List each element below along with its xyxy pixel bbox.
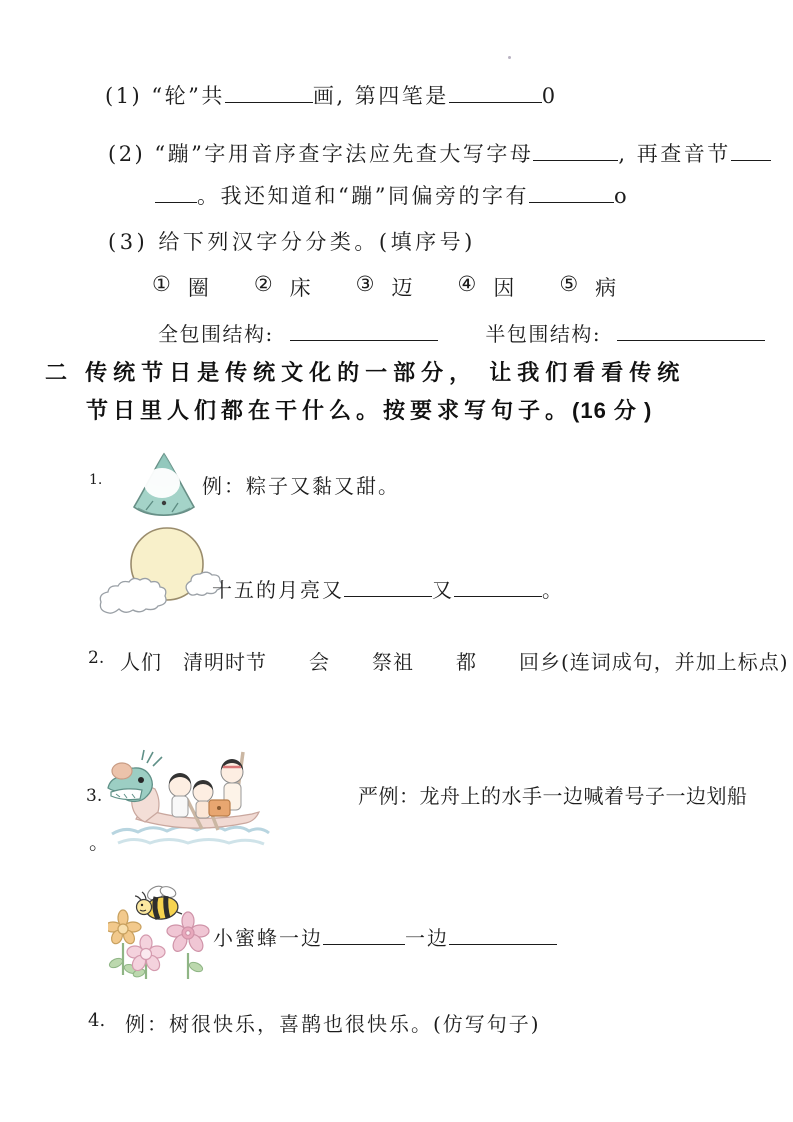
q1-text-pre: (1) “轮”共	[105, 84, 225, 108]
char: 床	[289, 276, 312, 300]
q2-blank-2	[731, 139, 771, 161]
moon-illustration	[95, 524, 225, 620]
q2-text-line2-end: o	[613, 184, 630, 208]
question-3-items	[152, 272, 617, 302]
bee-flowers-icon	[108, 881, 220, 981]
half-enclosure-label: 半包围结构:	[485, 322, 602, 346]
q2-text-line2-mid: 。我还知道和“蹦”同偏旁的字有	[197, 184, 529, 208]
circled-number: ②	[253, 272, 274, 296]
q2-blank-3	[155, 181, 197, 203]
subq4-text: 例：树很快乐，喜鹊也很快乐。(仿写句子)	[125, 1012, 541, 1036]
char: 迈	[391, 276, 414, 300]
subq1-blank-1	[344, 576, 432, 597]
full-enclosure-label: 全包围结构:	[158, 322, 274, 346]
subq1-prompt-end: 。	[542, 578, 564, 602]
char: 病	[595, 276, 618, 300]
q2-blank-1	[533, 139, 618, 161]
zongzi-icon	[128, 450, 200, 522]
bee-flowers-illustration	[108, 881, 220, 981]
subq3-number: 3.	[86, 786, 103, 806]
q2-text-line1-mid: , 再查音节	[618, 142, 731, 166]
char: 因	[493, 276, 516, 300]
q2-text-line1-pre: (2) “蹦”字用音序查字法应先查大写字母	[108, 142, 534, 166]
subq1-prompt-pre: 十五的月亮又	[212, 578, 344, 602]
circled-number: ①	[152, 272, 172, 296]
zongzi-illustration	[128, 450, 200, 522]
q1-blank-2	[449, 81, 542, 103]
subq2-text: 人们 清明时节 会 祭祖 都 回乡(连词成句，并加上标点)	[120, 650, 789, 674]
char-item-3	[356, 272, 414, 302]
subq3-prompt-mid: 一边	[405, 926, 449, 950]
subq1-prompt	[212, 574, 564, 603]
half-enclosure-blank	[617, 320, 765, 341]
subq3-example-wrapped-period: 。	[89, 830, 112, 854]
question-2-line-2	[155, 180, 629, 210]
q1-text-mid: 画, 第四笔是	[312, 84, 449, 108]
full-enclosure-blank	[290, 320, 438, 341]
char-item-1	[152, 272, 210, 302]
char-item-2	[254, 272, 312, 302]
circled-number: ③	[355, 272, 376, 296]
subq4-number: 4.	[88, 1010, 106, 1031]
subq3-blank-2	[449, 924, 557, 945]
section-two-heading-line-2	[86, 394, 652, 425]
question-1-line	[105, 80, 558, 110]
subq1-blank-2	[454, 576, 542, 597]
subq3-example: 严例：龙舟上的水手一边喊着号子一边划船	[358, 784, 748, 808]
score-badge: (16 分 )	[572, 398, 653, 423]
q1-text-end: 0	[541, 84, 558, 108]
subq1-example: 例：粽子又黏又甜。	[202, 474, 400, 498]
moon-with-clouds-icon	[95, 524, 225, 620]
q1-blank-1	[225, 81, 313, 103]
circled-number: ④	[457, 272, 478, 296]
char: 圈	[187, 276, 210, 300]
circled-number: ⑤	[559, 272, 580, 296]
char-item-4	[457, 272, 515, 302]
subq2-number: 2.	[88, 648, 105, 668]
subq3-prompt-pre: 小蜜蜂一边	[213, 926, 323, 950]
subq1-number: 1.	[89, 472, 103, 488]
dragon-boat-icon	[106, 742, 281, 850]
section-two-heading-line-1: 二 传统节日是传统文化的一部分， 让我们看看传统	[45, 360, 686, 385]
q2-blank-4	[529, 181, 614, 203]
subq3-prompt	[213, 922, 557, 951]
dragon-boat-illustration	[106, 742, 281, 850]
question-3-classify-row	[158, 318, 765, 347]
heading-line-2-text: 节日里人们都在干什么。按要求写句子。	[86, 398, 573, 423]
question-3-title: (3) 给下列汉字分分类。(填序号)	[108, 230, 476, 254]
stray-mark	[508, 56, 511, 59]
subq3-blank-1	[323, 924, 405, 945]
char-item-5	[559, 272, 617, 302]
subq1-prompt-mid: 又	[432, 578, 454, 602]
question-2-line-1	[108, 138, 771, 168]
